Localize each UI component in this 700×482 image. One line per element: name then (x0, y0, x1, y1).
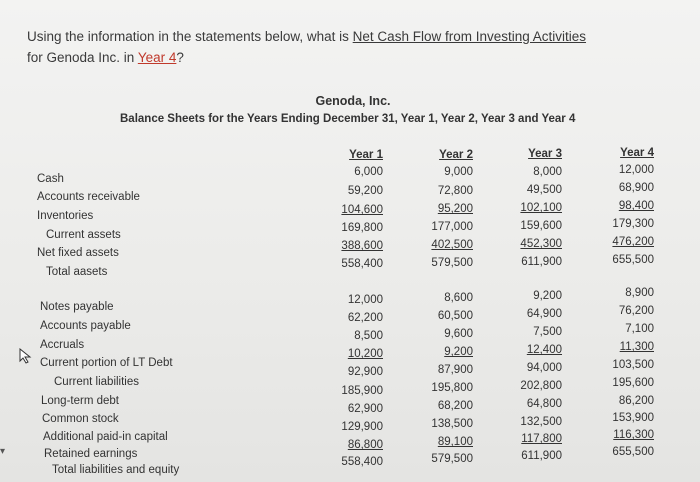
a2-ar: 72,800 (437, 185, 473, 197)
label-additional-paid-in-capital: Additional paid-in capital (43, 431, 168, 443)
label-current-assets: Current assets (46, 229, 121, 241)
a3-ta: 611,900 (521, 256, 562, 268)
l1-ap: 62,200 (347, 312, 383, 324)
a2-ta: 579,500 (431, 257, 473, 269)
label-total-assets: Total aasets (46, 266, 108, 278)
year-3-header: Year 3 (528, 148, 562, 160)
l4-ap: 76,200 (618, 305, 654, 317)
a1-inv: 104,600 (341, 204, 383, 216)
label-net-fixed-assets: Net fixed assets (37, 247, 119, 259)
label-accruals: Accruals (40, 339, 85, 351)
a4-cash: 12,000 (618, 164, 654, 176)
label-accounts-receivable: Accounts receivable (37, 191, 140, 203)
label-accounts-payable: Accounts payable (40, 320, 131, 332)
question-prefix: Using the information in the statements below, what is (27, 29, 353, 44)
l4-apic: 153,900 (612, 412, 654, 424)
a2-inv: 95,200 (437, 203, 473, 215)
a3-nfa: 452,300 (520, 238, 562, 250)
label-notes-payable: Notes payable (40, 301, 114, 313)
a1-ar: 59,200 (347, 185, 383, 197)
l4-ltd: 195,600 (612, 377, 654, 389)
l2-apic: 138,500 (431, 418, 473, 430)
a4-ca: 179,300 (612, 218, 654, 230)
a4-nfa: 476,200 (612, 236, 654, 248)
l3-ap: 64,900 (526, 308, 562, 320)
l4-tle: 655,500 (612, 446, 654, 458)
l2-ap: 60,500 (437, 310, 473, 322)
l1-cl: 92,900 (347, 366, 383, 378)
a2-nfa: 402,500 (431, 239, 473, 251)
a3-ar: 49,500 (526, 184, 562, 196)
a1-ca: 169,800 (341, 222, 383, 234)
l1-cpltd: 10,200 (347, 348, 383, 360)
l2-np: 8,600 (444, 292, 473, 304)
a4-inv: 98,400 (618, 200, 654, 212)
label-total-liabilities-equity: Total liabilities and equity (52, 464, 180, 476)
label-long-term-debt: Long-term debt (41, 395, 119, 407)
question-text (27, 26, 667, 68)
a4-ta: 655,500 (612, 254, 654, 266)
question-line2: for Genoda Inc. in (27, 50, 138, 65)
company-name: Genoda, Inc. (315, 94, 391, 108)
l4-np: 8,900 (625, 287, 654, 299)
a1-nfa: 388,600 (341, 240, 383, 252)
l1-np: 12,000 (347, 294, 383, 306)
l3-np: 9,200 (533, 290, 562, 302)
l3-acc: 7,500 (533, 326, 562, 338)
a3-inv: 102,100 (520, 202, 562, 214)
l1-re: 86,800 (347, 439, 383, 451)
mouse-cursor-icon (19, 348, 33, 364)
a3-cash: 8,000 (533, 166, 562, 178)
year-4-header: Year 4 (620, 147, 654, 159)
label-current-portion-lt-debt: Current portion of LT Debt (40, 357, 173, 369)
statement-subtitle: Balance Sheets for the Years Ending December 31, Year 1, Year 2, Year 3 and Year 4 (120, 113, 576, 125)
l3-cpltd: 12,400 (526, 344, 562, 356)
l2-cl: 87,900 (437, 364, 473, 376)
l1-acc: 8,500 (354, 330, 383, 342)
l3-tle: 611,900 (521, 450, 562, 462)
l2-cpltd: 9,200 (444, 346, 473, 358)
label-retained-earnings: Retained earnings (44, 448, 138, 460)
l1-cs: 62,900 (347, 403, 383, 415)
l3-re: 117,800 (521, 433, 562, 445)
year-2-header: Year 2 (439, 149, 473, 161)
l3-ltd: 202,800 (520, 380, 562, 392)
margin-arrow-icon: ▾ (0, 446, 6, 457)
l2-tle: 579,500 (431, 453, 473, 465)
l4-acc: 7,100 (625, 323, 654, 335)
a1-cash: 6,000 (354, 166, 383, 178)
l2-cs: 68,200 (437, 400, 473, 412)
l2-acc: 9,600 (444, 328, 473, 340)
question-year: Year 4 (137, 50, 177, 65)
a2-ca: 177,000 (431, 221, 473, 233)
l3-cl: 94,000 (526, 362, 562, 374)
l2-re: 89,100 (437, 436, 473, 448)
l4-re: 116,300 (613, 429, 654, 441)
year-1-header: Year 1 (349, 149, 383, 161)
label-inventories: Inventories (37, 210, 94, 222)
l1-ltd: 185,900 (341, 385, 383, 397)
l3-apic: 132,500 (520, 416, 562, 428)
a4-ar: 68,900 (618, 182, 654, 194)
question-suffix: ? (176, 50, 184, 65)
a3-ca: 159,600 (520, 220, 562, 232)
label-cash: Cash (37, 173, 64, 185)
l1-apic: 129,900 (341, 421, 383, 433)
a2-cash: 9,000 (444, 166, 473, 178)
l4-cpltd: 11,300 (619, 341, 654, 353)
l4-cl: 103,500 (612, 359, 654, 371)
l3-cs: 64,800 (526, 398, 562, 410)
l2-ltd: 195,800 (431, 382, 473, 394)
l4-cs: 86,200 (618, 395, 654, 407)
l1-tle: 558,400 (341, 456, 383, 468)
a1-ta: 558,400 (341, 258, 383, 270)
label-current-liabilities: Current liabilities (54, 376, 140, 388)
label-common-stock: Common stock (42, 413, 119, 425)
question-emphasis: Net Cash Flow from Investing Activities (352, 29, 587, 44)
